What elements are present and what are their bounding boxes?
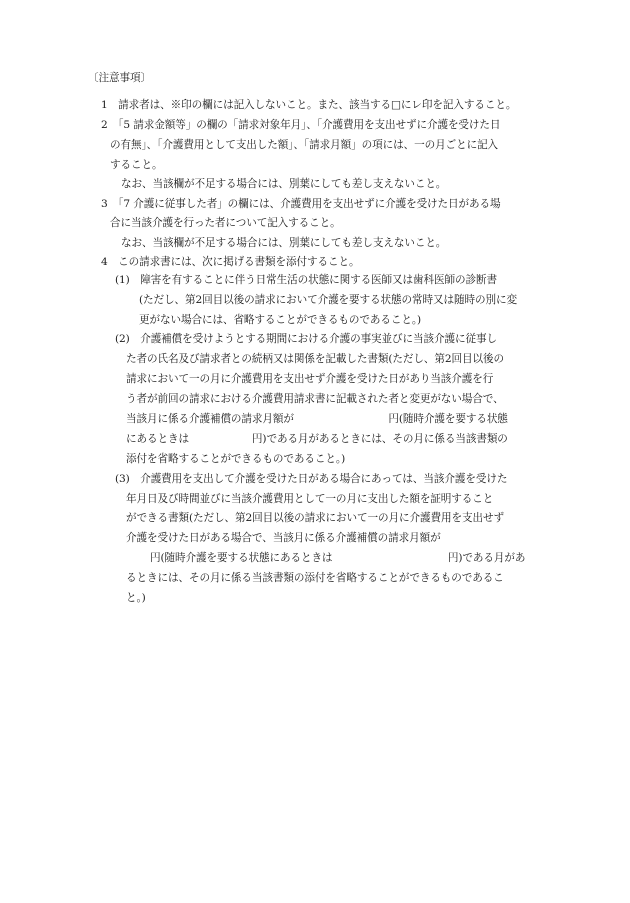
note-4-item-1: (1) 障害を有することに伴う日常生活の状態に関する医師又は歯科医師の診断書: [115, 274, 497, 286]
note-1-line: 1 請求者は、※印の欄には記入しないこと。また、該当する□にレ印を記入すること。: [101, 99, 517, 111]
note-4-item-1: 更がない場合には、省略することができるものであること。): [139, 314, 422, 326]
note-4-item-3: 年月日及び時間並びに当該介護費用として一の月に支出した額を証明すること: [126, 493, 494, 505]
note-4-item-3: ができる書類(ただし、第2回目以後の請求において一の月に介護費用を支出せず: [126, 512, 504, 524]
note-2-supplement: なお、当該欄が不足する場合には、別葉にしても差し支えないこと。: [121, 178, 447, 190]
note-2-line: すること。: [110, 159, 163, 171]
note-4-item-2: 当該月に係る介護補償の請求月額が 円(随時介護を要する状態: [126, 413, 508, 425]
note-4-item-2: にあるときは 円)である月があるときには、その月に係る当該書類の: [126, 433, 508, 445]
note-4-item-3: と。): [126, 592, 146, 604]
note-4-item-2: (2) 介護補償を受けようとする期間における介護の事実並びに当該介護に従事し: [115, 333, 497, 345]
note-4-item-2: た者の氏名及び請求者との続柄又は関係を記載した書類(ただし、第2回目以後の: [126, 353, 504, 365]
note-4-item-3: 円(随時介護を要する状態にあるときは 円)である月があ: [150, 552, 526, 564]
note-4-item-3: るときには、その月に係る当該書類の添付を省略することができるものであるこ: [126, 572, 504, 584]
note-4-item-3: 介護を受けた日がある場合で、当該月に係る介護補償の請求月額が: [126, 532, 441, 544]
note-4-item-2: う者が前回の請求における介護費用請求書に記載された者と変更がない場合で、: [126, 393, 504, 405]
note-4-item-2: 請求において一の月に介護費用を支出せず介護を受けた日があり当該介護を行: [126, 373, 494, 385]
note-4-item-1: (ただし、第2回目以後の請求において介護を要する状態の常時又は随時の別に変: [139, 294, 517, 306]
note-3-line: 合に当該介護を行った者について記入すること。: [110, 217, 341, 229]
note-4-line: 4 この請求書には、次に掲げる書類を添付すること。: [101, 256, 360, 268]
note-2-line: の有無」、「介護費用として支出した額」、「請求月額」の項には、一の月ごとに記入: [110, 139, 499, 151]
note-3-line: 3 「7 介護に従事した者」の欄には、介護費用を支出せずに介護を受けた日がある場: [101, 198, 501, 210]
notes-heading: 〔注意事項〕: [88, 72, 151, 84]
note-4-item-2: 添付を省略することができるものであること。): [126, 453, 346, 465]
note-3-supplement: なお、当該欄が不足する場合には、別葉にしても差し支えないこと。: [121, 237, 447, 249]
note-2-line: 2 「5 請求金額等」の欄の「請求対象年月」、「介護費用を支出せずに介護を受けた日: [101, 119, 501, 131]
note-4-item-3: (3) 介護費用を支出して介護を受けた日がある場合にあっては、当該介護を受けた: [115, 473, 508, 485]
